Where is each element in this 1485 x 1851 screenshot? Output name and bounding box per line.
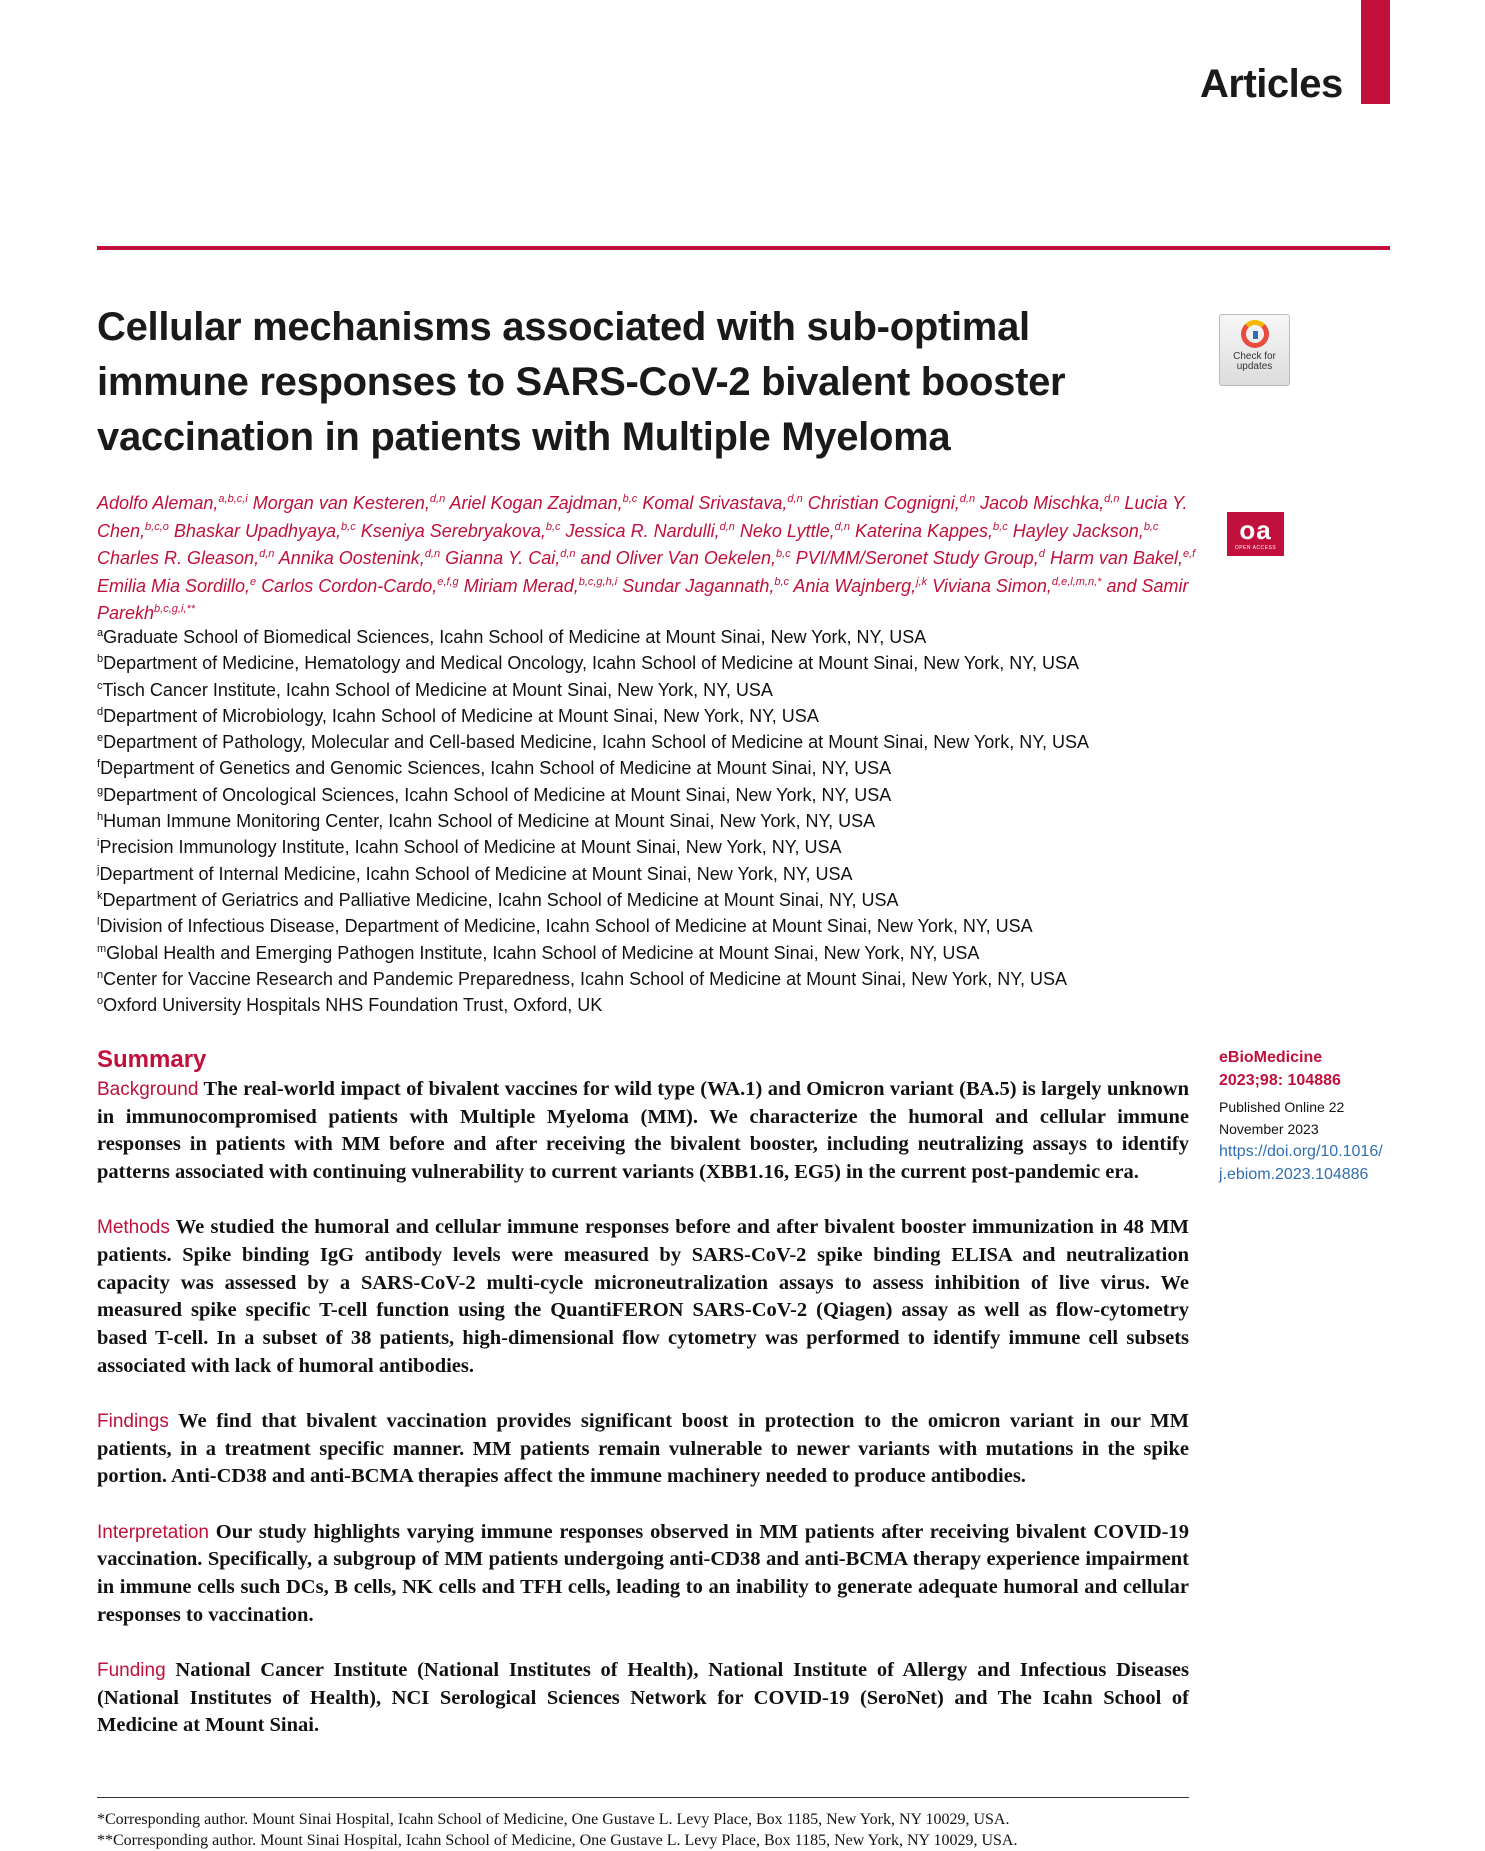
affiliation-item — [97, 624, 1197, 650]
author-affiliation-marker: d,n — [424, 548, 441, 560]
affiliation-marker: l — [97, 916, 100, 929]
affiliation-marker: m — [97, 942, 107, 955]
abstract-section-text: We studied the humoral and cellular immune responses before and after bivalent booster immunization in 48 MM patients. Spike binding IgG antibody levels were measured by SARS-CoV-2 spike binding ELISA and neutralization capacity was assessed by a SARS-CoV-2 multi-cycle microneutralization assays to assess inhibition of live virus. We measured spike specific T-cell function using the QuantiFERON SARS-CoV-2 (Qiagen) assay as well as flow-cytometry based T-cell. In a subset of 38 patients, high-dimensional flow cytometry was performed to identify immune cell subsets associated with lack of humoral antibodies. — [97, 1216, 1189, 1377]
author-affiliation-marker: d,n — [429, 493, 446, 505]
article-title: Cellular mechanisms associated with sub-optimal immune responses to SARS-CoV-2 bivalent booster vaccination in patients with Multiple Myeloma — [97, 305, 1066, 459]
corresponding-author-note: **Corresponding author. Mount Sinai Hospital, Icahn School of Medicine, One Gustave L. Levy Place, Box 1185, New York, NY 10029, USA. — [97, 1832, 1018, 1849]
check-for-updates-badge[interactable] — [1219, 314, 1290, 386]
abstract-section-text: Our study highlights varying immune responses observed in MM patients after receiving bivalent COVID-19 vaccination. Specifically, a subgroup of MM patients undergoing anti-CD38 and anti-BCMA therapy experience impairment in immune cells such DCs, B cells, NK cells and TFH cells, leading to an inability to generate adequate humoral and cellular responses to vaccination. — [97, 1520, 1189, 1626]
abstract-section-label: Interpretation — [97, 1521, 209, 1543]
author-name: Neko Lyttle, — [739, 520, 835, 541]
author-name: Annika Oostenink, — [278, 548, 425, 568]
affiliation-text: Tisch Cancer Institute, Icahn School of Medicine at Mount Sinai, New York, NY, USA — [102, 679, 773, 700]
author-affiliation-marker: j,k — [916, 575, 928, 588]
author-affiliation-marker: b,c — [622, 493, 638, 505]
author-name: Charles R. Gleason, — [97, 548, 260, 568]
author-name: Ariel Kogan Zajdman, — [449, 493, 623, 513]
author-affiliation-marker: b,c — [993, 520, 1008, 533]
abstract-section-label: Findings — [97, 1411, 169, 1433]
header-rule — [97, 246, 1390, 250]
author-affiliation-marker: d,n — [259, 548, 275, 560]
affiliation-text: Department of Internal Medicine, Icahn School of Medicine at Mount Sinai, New York, NY, USA — [99, 863, 853, 884]
affiliation-text: Department of Pathology, Molecular and Cell-based Medicine, Icahn School of Medicine at Mount Sinai, New York, NY, USA — [103, 732, 1089, 753]
affiliation-marker: j — [97, 863, 100, 876]
section-label: Articles — [1200, 62, 1343, 106]
author-affiliation-marker: d,n — [1104, 493, 1120, 505]
author-affiliation-marker: b,c — [341, 520, 356, 533]
author-name: and Oliver Van Oekelen, — [580, 548, 776, 568]
abstract-section-findings — [97, 1408, 1189, 1491]
abstract-section-interpretation — [97, 1519, 1189, 1630]
abstract-section-methods — [97, 1214, 1189, 1380]
author-name: Jacob Mischka, — [980, 493, 1105, 513]
author-name: Christian Cognigni, — [807, 493, 960, 513]
open-access-mark: oa — [1239, 515, 1272, 545]
author-affiliation-marker: d,n — [787, 493, 803, 505]
author-affiliation-marker: d,n — [560, 548, 576, 560]
affiliation-item — [97, 677, 1197, 703]
author-affiliation-marker: b,c,o — [145, 520, 169, 533]
author-affiliation-marker: b,c,g,h,i — [578, 575, 618, 588]
abstract-section-label: Funding — [97, 1659, 166, 1681]
abstract-section-background — [97, 1076, 1189, 1187]
author-affiliation-marker: b,c — [775, 548, 791, 560]
author-affiliation-marker: e,f,g — [437, 575, 459, 588]
author-name: Katerina Kappes, — [854, 520, 994, 541]
affiliation-text: Graduate School of Biomedical Sciences, Icahn School of Medicine at Mount Sinai, New York, NY, USA — [103, 627, 927, 647]
author-affiliation-marker: e,f — [1183, 548, 1196, 560]
author-name: PVI/MM/Seronet Study Group, — [795, 548, 1039, 568]
author-affiliation-marker: b,c — [774, 575, 790, 588]
summary-heading: Summary — [97, 1046, 207, 1073]
affiliation-item — [97, 861, 1197, 887]
author-name: Viviana Simon, — [932, 575, 1052, 596]
affiliation-text: Precision Immunology Institute, Icahn School of Medicine at Mount Sinai, New York, NY, USA — [99, 837, 842, 858]
open-access-logo — [1227, 512, 1284, 556]
affiliation-text: Department of Oncological Sciences, Icahn School of Medicine at Mount Sinai, New York, NY, USA — [103, 784, 892, 805]
affiliation-item — [97, 755, 1197, 781]
abstract-section-text: National Cancer Institute (National Institutes of Health), National Institute of Allergy and Infectious Diseases (National Institutes of Health), NCI Serological Sciences Network for COVID-19 (SeroNet) and The Icahn School of Medicine at Mount Sinai. — [97, 1658, 1189, 1737]
affiliation-text: Department of Medicine, Hematology and Medical Oncology, Icahn School of Medicine at Mount Sinai, New York, NY, USA — [103, 653, 1079, 674]
affiliation-marker: k — [97, 889, 103, 902]
article-info-sidebar — [1219, 1046, 1389, 1186]
affiliation-text: Oxford University Hospitals NHS Foundation Trust, Oxford, UK — [103, 995, 603, 1016]
affiliation-item — [97, 887, 1197, 913]
affiliation-text: Department of Genetics and Genomic Sciences, Icahn School of Medicine at Mount Sinai, NY, USA — [100, 758, 892, 779]
affiliation-text: Department of Geriatrics and Palliative Medicine, Icahn School of Medicine at Mount Sinai, NY, USA — [102, 889, 899, 910]
crossmark-icon — [1241, 320, 1269, 348]
author-name: Harm van Bakel, — [1049, 548, 1183, 568]
check-updates-line1: Check for — [1233, 351, 1276, 362]
affiliation-item — [97, 940, 1197, 966]
author-affiliation-marker: b,c,g,i,** — [154, 603, 196, 615]
affiliation-text: Center for Vaccine Research and Pandemic Preparedness, Icahn School of Medicine at Mount Sinai, New York, NY, USA — [103, 968, 1067, 989]
corresponding-author-note: *Corresponding author. Mount Sinai Hospital, Icahn School of Medicine, One Gustave L. Levy Place, Box 1185, New York, NY 10029, USA. — [97, 1811, 1010, 1828]
journal-name: eBioMedicine — [1219, 1049, 1323, 1066]
author-name: Carlos Cordon-Cardo, — [261, 575, 438, 596]
author-name: Sundar Jagannath, — [622, 575, 775, 596]
author-name: and Samir Parekh — [97, 575, 1189, 623]
affiliation-item — [97, 913, 1197, 939]
affiliation-marker: b — [97, 653, 104, 666]
author-name: Ania Wajnberg, — [793, 575, 917, 596]
affiliation-text: Division of Infectious Disease, Department of Medicine, Icahn School of Medicine at Mount Sinai, New York, NY, USA — [99, 916, 1033, 937]
affiliation-item — [97, 992, 1197, 1018]
author-affiliation-marker: d,e,l,m,n,* — [1051, 575, 1102, 588]
check-updates-line2: updates — [1236, 361, 1273, 372]
author-name: Gianna Y. Cai, — [445, 548, 561, 568]
affiliation-marker: f — [97, 758, 101, 771]
abstract-section-label: Methods — [97, 1217, 170, 1239]
author-name: Miriam Merad, — [463, 575, 579, 596]
affiliation-item — [97, 782, 1197, 808]
journal-citation: 2023;98: 104886 — [1219, 1072, 1341, 1089]
author-name: Lucia Y. Chen, — [97, 493, 1188, 541]
author-name: Komal Srivastava, — [642, 493, 788, 513]
author-affiliation-marker: d — [1038, 548, 1045, 560]
author-affiliation-marker: a,b,c,i — [218, 493, 248, 505]
affiliation-item — [97, 808, 1197, 834]
author-affiliation-marker: b,c — [1143, 520, 1159, 533]
affiliation-marker: a — [97, 627, 104, 639]
author-name: Emilia Mia Sordillo, — [97, 575, 251, 596]
affiliation-marker: h — [97, 811, 104, 824]
abstract-section-label: Background — [97, 1079, 199, 1100]
affiliation-marker: e — [97, 732, 104, 745]
header-accent-bar — [1361, 0, 1390, 104]
affiliation-text: Department of Microbiology, Icahn School of Medicine at Mount Sinai, New York, NY, USA — [103, 705, 819, 726]
affiliation-item — [97, 650, 1197, 676]
author-name: Bhaskar Upadhyaya, — [173, 520, 342, 541]
affiliation-text: Human Immune Monitoring Center, Icahn School of Medicine at Mount Sinai, New York, NY, USA — [103, 811, 876, 832]
affiliation-item — [97, 966, 1197, 992]
footnotes — [97, 1809, 1297, 1851]
affiliation-item — [97, 729, 1197, 755]
affiliation-item — [97, 703, 1197, 729]
footnote-rule — [97, 1797, 1189, 1798]
abstract-section-funding — [97, 1657, 1189, 1740]
affiliation-item — [97, 834, 1197, 860]
affiliation-text: Global Health and Emerging Pathogen Institute, Icahn School of Medicine at Mount Sinai, New York, NY, USA — [106, 942, 980, 963]
abstract — [97, 1076, 1189, 1768]
affiliation-list — [97, 624, 1197, 1018]
open-access-label: OPEN ACCESS — [1234, 545, 1277, 551]
affiliation-marker: g — [97, 784, 104, 797]
abstract-section-text: The real-world impact of bivalent vaccines for wild type (WA.1) and Omicron variant (BA.5) is largely unknown in immunocompromised patients with Multiple Myeloma (MM). We characterize the humoral and cellular immune responses in patients with MM before and after receiving the bivalent booster, including neutralizing assays to identify patterns associated with continuing vulnerability to current variants (XBB1.16, EG5) in the current post-pandemic era. — [97, 1078, 1190, 1184]
author-name: Hayley Jackson, — [1012, 520, 1144, 541]
affiliation-marker: n — [97, 968, 104, 981]
author-affiliation-marker: d,n — [834, 520, 850, 533]
author-affiliation-marker: b,c — [545, 520, 561, 533]
doi-link[interactable]: https://doi.org/10.1016/j.ebiom.2023.104886 — [1219, 1143, 1383, 1183]
affiliation-marker: o — [97, 995, 104, 1008]
abstract-section-text: We find that bivalent vaccination provides significant boost in protection to the omicron variant in our MM patients, in a treatment specific manner. MM patients remain vulnerable to newer variants with mutations in the spike portion. Anti-CD38 and anti-BCMA therapies affect the immune machinery needed to produce antibodies. — [97, 1410, 1189, 1488]
affiliation-marker: i — [97, 837, 100, 850]
author-affiliation-marker: d,n — [719, 520, 735, 533]
author-affiliation-marker: e — [250, 575, 257, 588]
author-name: Adolfo Aleman, — [97, 493, 219, 513]
author-name: Kseniya Serebryakova, — [360, 520, 546, 541]
published-date: Published Online 22 November 2023 — [1219, 1099, 1345, 1137]
author-list — [97, 490, 1197, 628]
author-name: Morgan van Kesteren, — [252, 493, 430, 513]
affiliation-marker: d — [97, 705, 104, 718]
author-name: Jessica R. Nardulli, — [565, 520, 720, 541]
affiliation-marker: c — [97, 679, 103, 692]
author-affiliation-marker: d,n — [959, 493, 976, 505]
